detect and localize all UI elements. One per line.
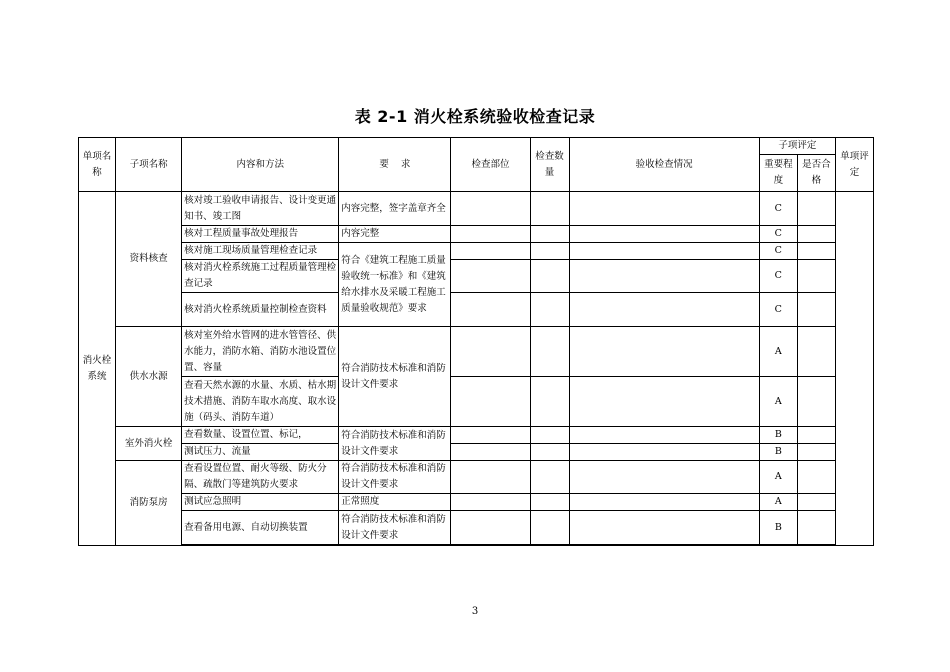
acceptance-status-cell[interactable]	[569, 511, 759, 545]
content-cell-empty	[182, 545, 339, 546]
check-location-cell[interactable]	[451, 461, 530, 494]
unit-rating-cell[interactable]	[835, 192, 873, 546]
requirement-cell: 符合消防技术标准和消防设计文件要求	[339, 461, 451, 494]
importance-cell: C	[759, 260, 797, 293]
check-quantity-cell[interactable]	[530, 377, 569, 427]
check-location-cell[interactable]	[451, 260, 530, 293]
qualified-cell[interactable]	[797, 461, 835, 494]
content-cell: 查看数量、设置位置、标记，	[182, 427, 339, 444]
requirement-cell: 符合消防技术标准和消防设计文件要求	[339, 327, 451, 427]
header-qualified: 是否合格	[797, 155, 835, 192]
acceptance-status-cell[interactable]	[569, 293, 759, 327]
importance-cell: A	[759, 327, 797, 377]
acceptance-status-cell[interactable]	[569, 545, 759, 546]
content-cell: 核对室外给水管网的进水管管径、供水能力，消防水箱、消防水池设置位置、容量	[182, 327, 339, 377]
acceptance-status-cell[interactable]	[569, 243, 759, 260]
requirement-cell-empty	[339, 545, 451, 546]
content-cell: 查看备用电源、自动切换装置	[182, 511, 339, 545]
check-quantity-cell[interactable]	[530, 260, 569, 293]
importance-cell-empty	[759, 545, 797, 546]
content-cell: 查看天然水源的水量、水质、枯水期技术措施、消防车取水高度、取水设施（码头、消防车道）	[182, 377, 339, 427]
header-importance: 重要程度	[759, 155, 797, 192]
check-location-cell[interactable]	[451, 377, 530, 427]
header-check-location: 检查部位	[451, 138, 530, 192]
header-acceptance-status: 验收检查情况	[569, 138, 759, 192]
check-location-cell[interactable]	[451, 545, 530, 546]
qualified-cell[interactable]	[797, 327, 835, 377]
header-sub-item-name: 子项名称	[116, 138, 182, 192]
importance-cell: C	[759, 226, 797, 243]
qualified-cell[interactable]	[797, 243, 835, 260]
page-title: 表 2-1 消火栓系统验收检查记录	[354, 107, 596, 126]
check-location-cell[interactable]	[451, 226, 530, 243]
check-quantity-cell[interactable]	[530, 545, 569, 546]
importance-cell: A	[759, 377, 797, 427]
importance-cell: C	[759, 192, 797, 226]
acceptance-status-cell[interactable]	[569, 494, 759, 511]
content-cell: 核对工程质量事故处理报告	[182, 226, 339, 243]
acceptance-status-cell[interactable]	[569, 444, 759, 461]
check-location-cell[interactable]	[451, 327, 530, 377]
sub-item-cell: 消防泵房	[116, 461, 182, 546]
acceptance-status-cell[interactable]	[569, 377, 759, 427]
header-unit-name: 单项名称	[79, 138, 116, 192]
check-location-cell[interactable]	[451, 427, 530, 444]
check-quantity-cell[interactable]	[530, 444, 569, 461]
content-cell: 核对施工现场质量管理检查记录	[182, 243, 339, 260]
qualified-cell[interactable]	[797, 444, 835, 461]
sub-item-cell: 资料核查	[116, 192, 182, 327]
sub-item-cell: 供水水源	[116, 327, 182, 427]
acceptance-status-cell[interactable]	[569, 327, 759, 377]
importance-cell: B	[759, 511, 797, 545]
importance-cell: C	[759, 243, 797, 260]
acceptance-record-table	[78, 137, 874, 546]
check-quantity-cell[interactable]	[530, 511, 569, 545]
qualified-cell[interactable]	[797, 545, 835, 546]
qualified-cell[interactable]	[797, 192, 835, 226]
check-location-cell[interactable]	[451, 293, 530, 327]
check-location-cell[interactable]	[451, 192, 530, 226]
check-quantity-cell[interactable]	[530, 494, 569, 511]
acceptance-status-cell[interactable]	[569, 461, 759, 494]
requirement-cell: 内容完整	[339, 226, 451, 243]
requirement-cell: 正常照度	[339, 494, 451, 511]
content-cell: 测试应急照明	[182, 494, 339, 511]
qualified-cell[interactable]	[797, 427, 835, 444]
header-unit-rating: 单项评定	[835, 138, 873, 192]
requirement-cell: 符合消防技术标准和消防设计文件要求	[339, 511, 451, 545]
check-quantity-cell[interactable]	[530, 427, 569, 444]
check-quantity-cell[interactable]	[530, 461, 569, 494]
acceptance-status-cell[interactable]	[569, 192, 759, 226]
qualified-cell[interactable]	[797, 494, 835, 511]
requirement-cell: 内容完整，签字盖章齐全	[339, 192, 451, 226]
check-quantity-cell[interactable]	[530, 243, 569, 260]
importance-cell: C	[759, 293, 797, 327]
acceptance-status-cell[interactable]	[569, 427, 759, 444]
qualified-cell[interactable]	[797, 226, 835, 243]
check-quantity-cell[interactable]	[530, 192, 569, 226]
importance-cell: B	[759, 427, 797, 444]
header-sub-item-rating: 子项评定	[759, 138, 835, 155]
header-check-quantity: 检查数量	[530, 138, 569, 192]
requirement-cell: 符合消防技术标准和消防设计文件要求	[339, 427, 451, 461]
unit-name-cell: 消火栓系统	[79, 192, 116, 546]
qualified-cell[interactable]	[797, 511, 835, 545]
header-requirement: 要 求	[339, 138, 451, 192]
qualified-cell[interactable]	[797, 377, 835, 427]
check-location-cell[interactable]	[451, 511, 530, 545]
acceptance-status-cell[interactable]	[569, 260, 759, 293]
importance-cell: A	[759, 461, 797, 494]
requirement-cell: 符合《建筑工程施工质量验收统一标准》和《建筑给水排水及采暖工程施工质量验收规范》要求	[339, 243, 451, 327]
importance-cell: B	[759, 444, 797, 461]
sub-item-cell: 室外消火栓	[116, 427, 182, 461]
check-location-cell[interactable]	[451, 444, 530, 461]
check-location-cell[interactable]	[451, 243, 530, 260]
content-cell: 测试压力、流量	[182, 444, 339, 461]
page-number: 3	[471, 606, 479, 617]
acceptance-status-cell[interactable]	[569, 226, 759, 243]
check-quantity-cell[interactable]	[530, 226, 569, 243]
content-cell: 核对消火栓系统施工过程质量管理检查记录	[182, 260, 339, 293]
check-location-cell[interactable]	[451, 494, 530, 511]
qualified-cell[interactable]	[797, 293, 835, 327]
header-content-method: 内容和方法	[182, 138, 339, 192]
importance-cell: A	[759, 494, 797, 511]
check-quantity-cell[interactable]	[530, 293, 569, 327]
qualified-cell[interactable]	[797, 260, 835, 293]
check-quantity-cell[interactable]	[530, 327, 569, 377]
content-cell: 查看设置位置、耐火等级、防火分隔、疏散门等建筑防火要求	[182, 461, 339, 494]
content-cell: 核对竣工验收申请报告、设计变更通知书、竣工图	[182, 192, 339, 226]
content-cell: 核对消火栓系统质量控制检查资料	[182, 293, 339, 327]
